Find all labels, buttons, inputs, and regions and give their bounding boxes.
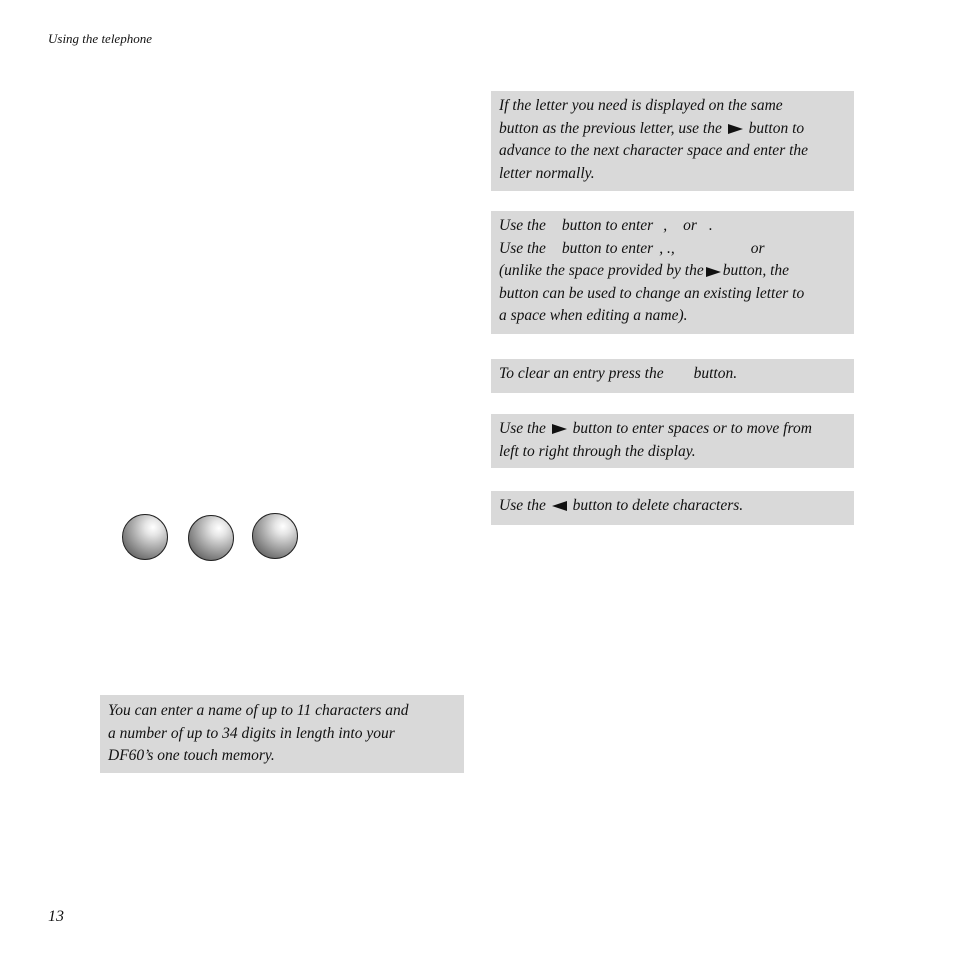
note-text: , ., — [659, 239, 675, 257]
note-text: a number of up to 34 digits in length into your — [108, 724, 395, 742]
note-line — [499, 305, 846, 328]
note-line — [499, 495, 846, 518]
note-line — [108, 723, 456, 746]
note-delete — [491, 491, 854, 525]
note-text: (unlike the space provided by the — [499, 262, 704, 280]
round-button-icon — [252, 513, 298, 559]
left-triangle-icon — [552, 501, 567, 511]
note-text: a space when editing a name). — [499, 307, 688, 325]
note-text: letter normally. — [499, 164, 595, 182]
note-text: button to enter — [561, 217, 654, 234]
note-text: Use the — [499, 217, 546, 234]
note-text: or — [683, 217, 697, 234]
note-line — [499, 283, 846, 306]
note-line — [108, 745, 456, 768]
note-text: Use the — [499, 239, 546, 257]
note-text: or — [750, 239, 765, 257]
note-text: left to right through the display. — [499, 442, 696, 460]
note-punctuation — [491, 211, 854, 334]
note-line — [499, 215, 846, 238]
note-text: button. — [693, 365, 738, 382]
note-text: DF60’s one touch memory. — [108, 747, 275, 765]
note-text: . — [708, 217, 713, 234]
note-line — [499, 441, 846, 464]
note-line — [499, 418, 846, 441]
note-text: button to enter — [561, 239, 654, 257]
note-spaces — [491, 414, 854, 468]
note-memory — [100, 695, 464, 773]
note-clear — [491, 359, 854, 393]
right-triangle-icon — [552, 424, 567, 434]
note-line — [499, 260, 846, 283]
note-text: button to enter spaces or to move from — [572, 420, 812, 437]
note-text: To clear an entry press the — [499, 365, 664, 382]
note-text: button to delete characters. — [572, 497, 744, 514]
round-button-icon — [188, 515, 234, 561]
note-line — [499, 140, 846, 163]
note-text: , — [663, 217, 668, 234]
note-text: Use the — [499, 497, 546, 514]
note-text: Use the — [499, 420, 546, 437]
note-text: advance to the next character space and enter the — [499, 142, 809, 160]
note-line — [108, 700, 456, 723]
note-line — [499, 363, 846, 386]
right-triangle-icon — [728, 124, 743, 134]
section-header: Using the telephone — [48, 31, 152, 46]
note-line — [499, 163, 846, 186]
note-text: You can enter a name of up to 11 characters and — [108, 702, 409, 719]
note-same-button — [491, 91, 854, 191]
note-text: button as the previous letter, use the — [499, 119, 722, 137]
note-line — [499, 95, 846, 118]
note-text: button can be used to change an existing letter to — [499, 284, 805, 302]
right-triangle-icon — [706, 267, 721, 277]
round-button-icon — [122, 514, 168, 560]
note-text: button, the — [722, 262, 790, 280]
page-number: 13 — [48, 908, 64, 925]
note-text: If the letter you need is displayed on the same — [499, 97, 783, 114]
note-text: button to — [748, 119, 805, 137]
note-line — [499, 118, 846, 141]
note-line — [499, 238, 846, 261]
